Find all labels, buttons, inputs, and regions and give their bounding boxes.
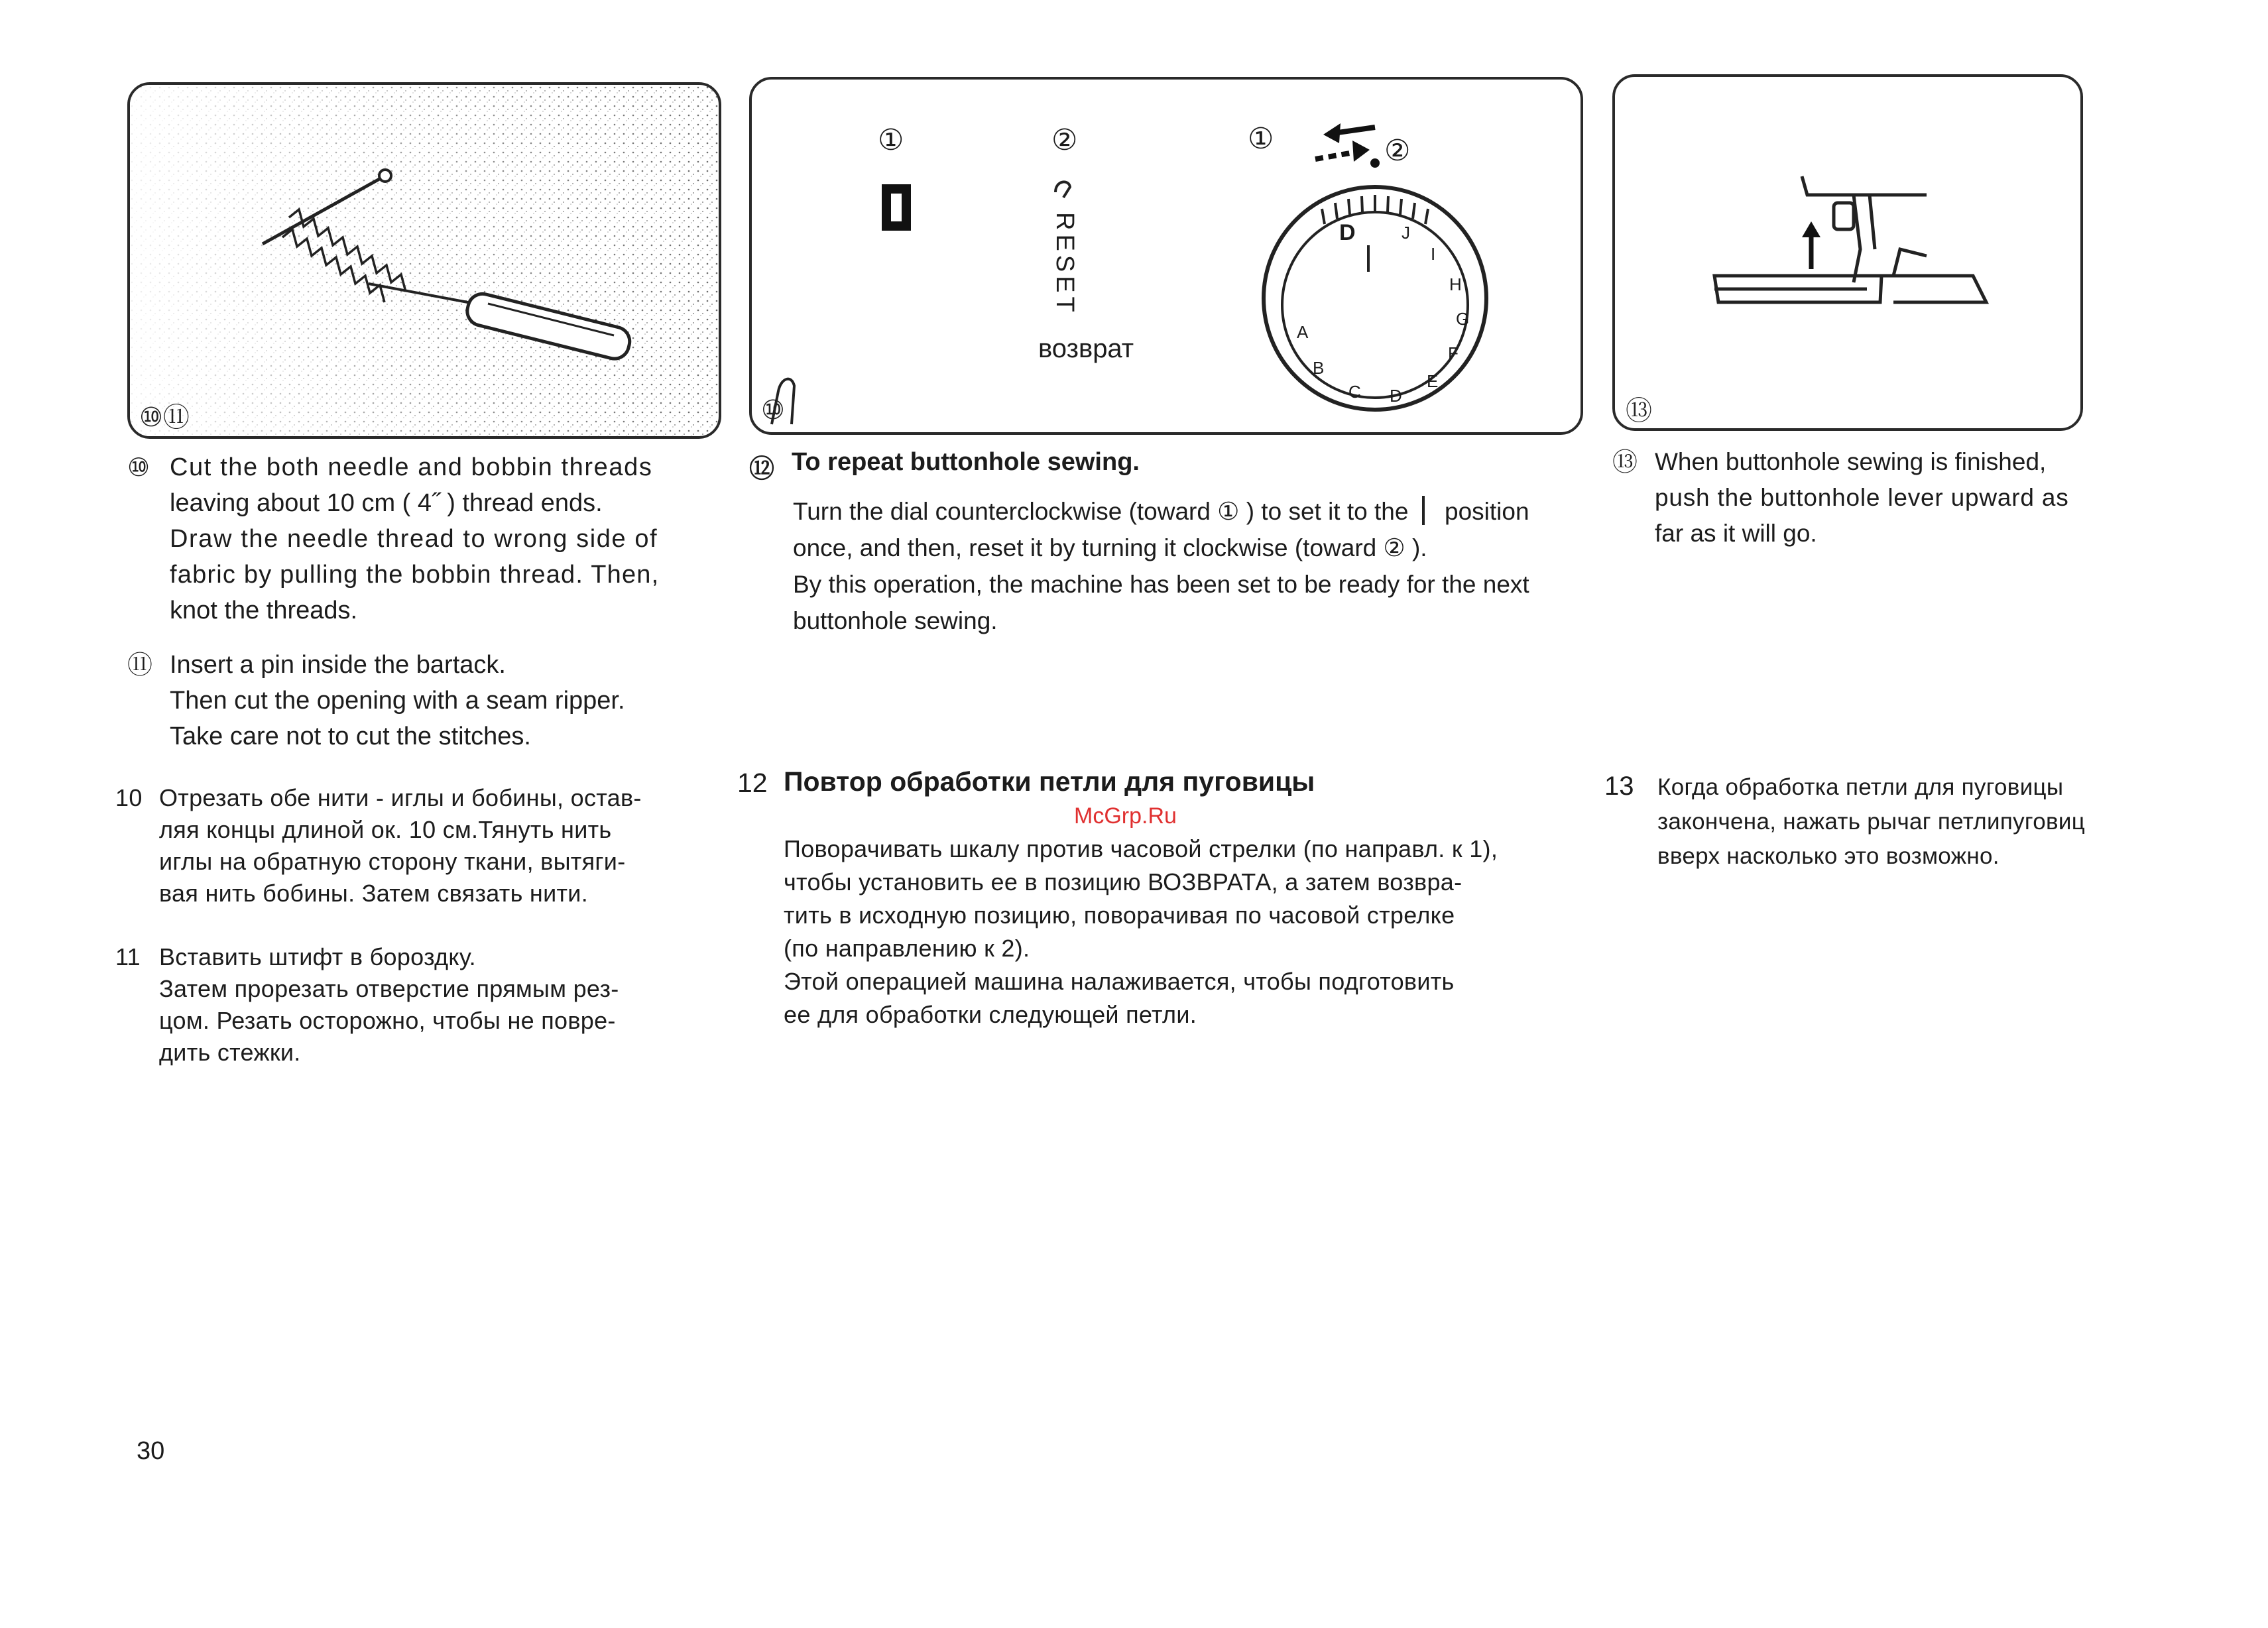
dial-letter: J: [1402, 223, 1410, 243]
seam-ripper-illustration: [130, 85, 719, 436]
dial-letter: D: [1339, 220, 1356, 245]
dial-letter: H: [1449, 274, 1462, 294]
text-line: Then cut the opening with a seam ripper.: [170, 687, 625, 715]
step-12-text-en: [793, 493, 1602, 639]
rotation-arrows-icon: [1315, 123, 1380, 168]
text-line: buttonhole sewing.: [793, 607, 998, 634]
step-13-number-ru: 13: [1604, 772, 1634, 801]
text-line: дить стежки.: [159, 1039, 301, 1066]
text-line: Take care not to cut the stitches.: [170, 723, 531, 750]
step-12-number-ru: 12: [737, 768, 768, 798]
text-line: Этой операцией машина налаживается, чтобы подготовить: [784, 968, 1455, 995]
presser-foot-illustration: [1615, 77, 2080, 428]
figure-buttonhole-lever: [1612, 74, 2083, 431]
step-10-marker: ⑩: [127, 453, 150, 482]
text-line: knot the threads.: [170, 597, 358, 624]
dial-letter: F: [1448, 343, 1459, 363]
dial-letter: D: [1390, 386, 1402, 406]
text-line: ляя концы длиной ок. 10 см.Тянуть нить: [159, 816, 612, 843]
text-line: Поворачивать шкалу против часовой стрелки (по направл. к 1),: [784, 835, 1498, 862]
step-12-text-ru: [784, 833, 1612, 1031]
text-line: Draw the needle thread to wrong side of: [170, 525, 658, 553]
text-line: push the buttonhole lever upward as: [1655, 484, 2069, 511]
counterclockwise-marker: ①: [1217, 497, 1240, 526]
text-line: fabric by pulling the bobbin thread. Then,: [170, 561, 660, 589]
up-arrow-icon: [1802, 221, 1820, 269]
text-line: цом. Резать осторожно, чтобы не повре-: [159, 1007, 616, 1034]
text-line: вверх насколько это возможно.: [1657, 843, 1999, 869]
reset-position-icon: [1422, 496, 1431, 525]
step-12-marker: ⑫: [749, 454, 775, 483]
stitch-dial-icon: [1264, 187, 1486, 410]
text-line: Insert a pin inside the bartack.: [170, 651, 506, 679]
reset-label: RESET: [1051, 212, 1079, 316]
text-line: чтобы установить ее в позицию ВОЗВРАТА, а затем возвра-: [784, 868, 1462, 896]
text-line: (по направлению к 2).: [784, 935, 1030, 962]
text-line: Когда обработка петли для пуговицы: [1657, 774, 2064, 800]
buttonhole-marker: ①: [878, 123, 904, 157]
reset-marker: ②: [1051, 123, 1078, 157]
text-fragment: ) to set it to the: [1239, 498, 1415, 525]
step-13-text-en: [1655, 444, 2119, 552]
figure-dial: [749, 77, 1583, 435]
dial-counterclockwise-marker: ①: [1248, 122, 1274, 156]
text-line: Cut the both needle and bobbin threads: [170, 453, 653, 481]
dial-letter: B: [1313, 358, 1325, 378]
step-11-marker: ⑪: [127, 650, 153, 679]
dial-letter: E: [1427, 371, 1439, 391]
dial-letter: A: [1297, 322, 1309, 342]
page-number: 30: [137, 1437, 165, 1465]
step-10-number-ru: 10: [115, 784, 143, 811]
text-line: закончена, нажать рычаг петлипуговиц: [1657, 809, 2086, 835]
reset-symbol-icon: [1055, 182, 1070, 198]
step-12-heading-en: To repeat buttonhole sewing.: [792, 448, 1140, 476]
text-line: By this operation, the machine has been set to be ready for the next: [793, 571, 1529, 598]
figure-label: ⑩: [761, 395, 785, 426]
step-11-text-en: [170, 647, 720, 754]
figure-label: ⑬: [1626, 396, 1652, 426]
text-line: Вставить штифт в бороздку.: [159, 943, 476, 970]
text-line: Отрезать обе нити - иглы и бобины, остав-: [159, 784, 642, 811]
text-fragment: Turn the dial counterclockwise (toward: [793, 498, 1218, 525]
text-fragment: once, and then, reset it by turning it clockwise (toward: [793, 534, 1384, 561]
step-11-number-ru: 11: [115, 943, 141, 970]
text-fragment: position: [1437, 498, 1529, 525]
step-11-text-ru: [159, 941, 723, 1069]
text-line: иглы на обратную сторону ткани, вытяги-: [159, 848, 626, 875]
step-10-text-ru: [159, 782, 723, 909]
text-line: вая нить бобины. Затем связать нити.: [159, 880, 589, 907]
dial-letter: G: [1456, 309, 1470, 329]
text-line: far as it will go.: [1655, 520, 1817, 547]
text-line: Затем прорезать отверстие прямым рез-: [159, 975, 619, 1002]
dial-letter: C: [1348, 382, 1361, 402]
text-line: ее для обработки следующей петли.: [784, 1001, 1197, 1028]
text-line: leaving about 10 cm ( 4˝ ) thread ends.: [170, 489, 603, 517]
step-12-heading-ru: Повтор обработки петли для пуговицы: [784, 766, 1315, 797]
dial-illustration: [752, 80, 1581, 432]
figure-label: ⑩⑪: [139, 402, 190, 433]
text-fragment: ).: [1405, 534, 1427, 561]
step-13-marker: ⑬: [1612, 447, 1638, 477]
vozvrat-label: возврат: [1038, 334, 1134, 363]
step-10-text-en: [170, 449, 720, 628]
watermark: McGrp.Ru: [1074, 803, 1177, 829]
machine-arm-outline: [1802, 176, 1927, 195]
dial-clockwise-marker: ②: [1384, 134, 1411, 168]
step-13-text-ru: [1657, 770, 2175, 874]
text-line: тить в исходную позицию, поворачивая по часовой стрелке: [784, 901, 1455, 929]
text-line: When buttonhole sewing is finished,: [1655, 448, 2047, 475]
clockwise-marker: ②: [1383, 534, 1405, 562]
figure-thread-cut: [127, 82, 721, 439]
dial-letter: I: [1431, 244, 1436, 264]
